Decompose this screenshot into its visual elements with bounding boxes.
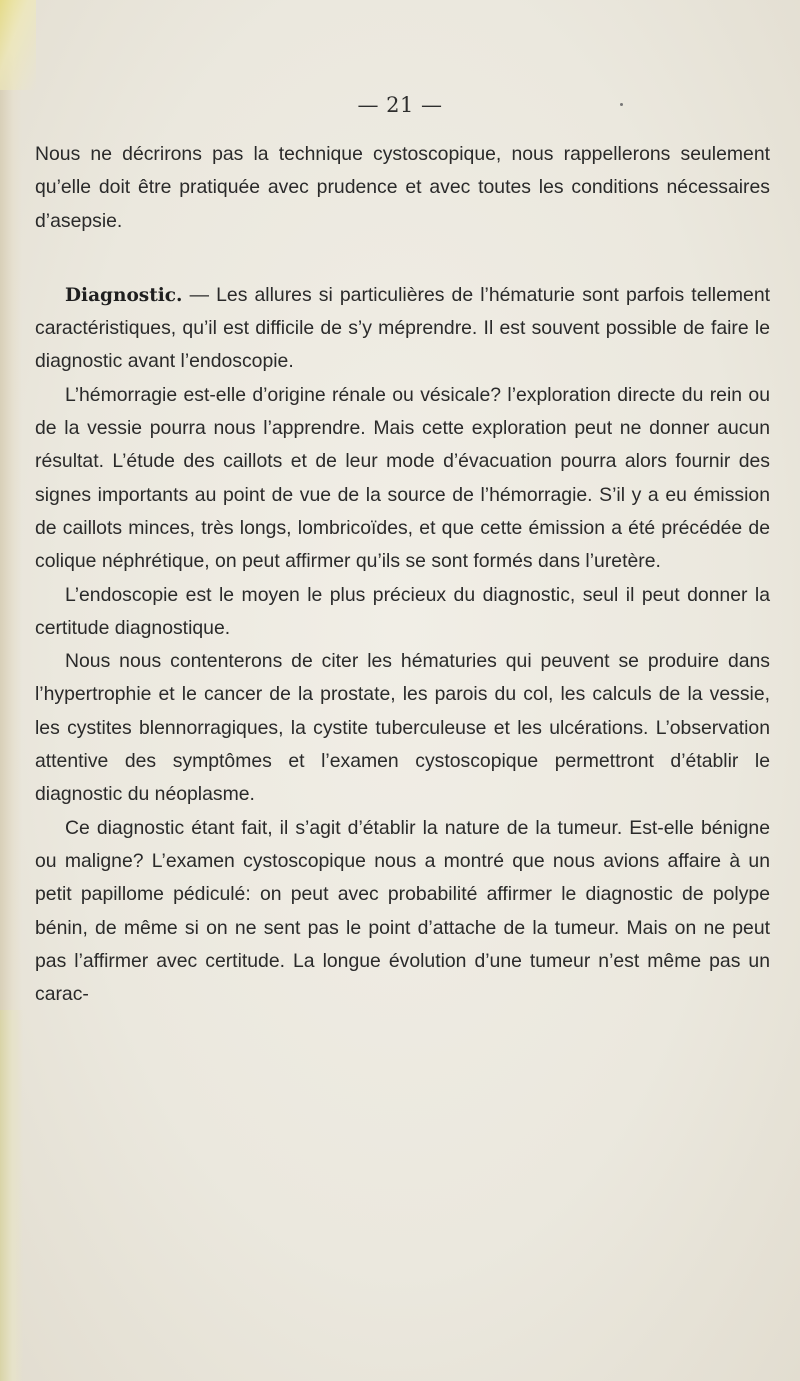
paragraph-text: Ce diagnostic étant fait, il s’agit d’établir la nature de la tumeur. Est-elle bénigne ou maligne? L’examen cystoscopique nous a montré que nous avions affaire à un petit papillome pédiculé: on peut avec probabilité affirmer le diagnostic de polype bénin, de même si on ne sent pas le point d’attache de la tumeur. Mais on ne peut pas l’affirmer avec certitude. La longue évolution d’une tumeur n’est même pas un carac- <box>35 816 770 1006</box>
paragraph-text: — Les allures si particulières de l’hématurie sont parfois tellement caractéristiques, qu’il est difficile de s’y méprendre. Il est souvent possible de faire le diagnostic avant l’endoscopie. <box>35 283 770 373</box>
paragraph-text: Nous nous contenterons de citer les hématuries qui peuvent se produire dans l’hypertrophie et le cancer de la prostate, les parois du col, les calculs de la vessie, les cystites blennorragiques, la cystite tuberculeuse et les ulcérations. L’observation attentive des symptômes et l’examen cystoscopique permettront d’établir le diagnostic du néoplasme. <box>35 650 770 806</box>
paragraph-tumor-nature <box>35 812 770 1012</box>
paragraph-hemorrhage-origin <box>35 379 770 579</box>
paper-stain-top <box>0 0 36 90</box>
section-heading-diagnostic: Diagnostic. <box>65 284 183 306</box>
body-text <box>35 138 770 1011</box>
paragraph-technique <box>35 138 770 238</box>
paragraph-text: L’endoscopie est le moyen le plus précieux du diagnostic, seul il peut donner la certitude diagnostique. <box>35 583 770 639</box>
paper-stain-bottom <box>0 1010 24 1381</box>
paragraph-text: Nous ne décrirons pas la technique cystoscopique, nous rappellerons seulement qu’elle doit être pratiquée avec prudence et avec toutes les conditions nécessaires d’asepsie. <box>35 143 770 232</box>
paragraph-endoscopy <box>35 579 770 646</box>
paragraph-hematuries <box>35 645 770 811</box>
page-number: — 21 — <box>357 93 443 117</box>
paragraph-diagnostic <box>35 279 770 379</box>
paragraph-text: L’hémorragie est-elle d’origine rénale ou vésicale? l’exploration directe du rein ou de la vessie pourra nous l’apprendre. Mais cette exploration peut ne donner aucun résultat. L’étude des caillots et de leur mode d’évacuation pourra alors fournir des signes importants au point de vue de la source de l’hémorragie. S’il y a eu émission de caillots minces, très longs, lombricoïdes, et que cette émission a été précédée de colique néphrétique, on peut affirmer qu’ils se sont formés dans l’uretère. <box>35 383 770 573</box>
